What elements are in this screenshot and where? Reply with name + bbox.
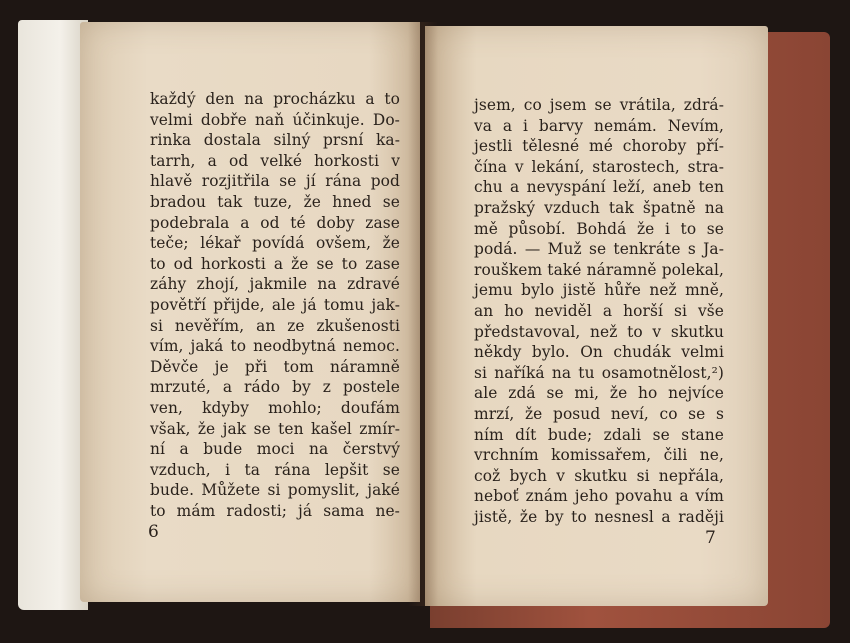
text-line: an ho neviděl a horší si vše [474,301,724,320]
text-line: pražský vzduch tak špatně na [474,198,724,217]
text-line: mrzí, že posud neví, co se s [474,404,724,423]
right-page-number: 7 [705,528,716,548]
left-page-text [150,89,400,521]
text-line: však, že jak se ten kašel zmír- [150,419,400,438]
text-line: podebrala a od té doby zase [150,213,400,232]
right-page-text [474,95,724,527]
book-spine-shadow [408,22,438,606]
text-line: teče; lékař povídá ovšem, že [150,234,400,253]
text-line: bude. Můžete si pomyslit, jaké [150,481,400,500]
text-line: jestli tělesné mé choroby pří- [474,137,724,156]
text-line: rouškem také náramně polekal, [474,260,724,279]
text-line: to mám radosti; já sama ne- [150,501,400,520]
left-page-number: 6 [148,522,159,542]
text-line: rinka dostala silný prsní ka- [150,131,400,150]
text-line: čína v lekání, starostech, stra- [474,157,724,176]
text-line: tarrh, a od velké horkosti v [150,151,400,170]
text-line: ním dít bude; zdali se stane [474,425,724,444]
text-line: bradou tak tuze, že hned se [150,192,400,211]
text-line: ven, kdyby mohlo; doufám [150,398,400,417]
text-line: záhy zhojí, jakmile na zdravé [150,275,400,294]
text-line: mě působí. Bohdá že i to se [474,219,724,238]
text-line: jsem, co jsem se vrátila, zdrá- [474,96,724,114]
text-line: což bych v skutku si nepřála, [474,466,724,485]
text-line: si nevěřím, an ze zkušenosti [150,316,400,335]
text-line: velmi dobře naň účinkuje. Do- [150,110,400,129]
text-line: jemu bylo jistě hůře než mně, [474,281,724,300]
text-line: vrchním komissařem, čili ne, [474,446,724,465]
text-line: někdy bylo. On chudák velmi [474,343,724,362]
text-line: si naříká na tu osamotnělost,²) [474,363,724,382]
text-line: Děvče je při tom náramně [150,357,400,376]
text-line: to od horkosti a že se to zase [150,254,400,273]
text-line: povětří přijde, ale já tomu jak- [150,295,400,314]
text-line: vím, jaká to neodbytná nemoc. [150,337,400,356]
text-line: hlavě rozjitřila se jí rána pod [150,172,400,191]
text-line: ale zdá se mi, že ho nejvíce [474,384,724,403]
text-line: va a i barvy nemám. Nevím, [474,116,724,135]
text-line: představoval, než to v skutku [474,322,724,341]
text-line: jistě, že by to nesnesl a raději [474,507,724,526]
text-line: každý den na procházku a to [150,90,400,108]
text-line: podá. — Muž se tenkráte s Ja- [474,240,724,259]
book-cover-edge [18,20,88,610]
text-line: neboť znám jeho povahu a vím [474,487,724,506]
text-line: vzduch, i ta rána lepšit se [150,460,400,479]
text-line: ní a bude moci na čerstvý [150,440,400,459]
text-line: mrzuté, a rádo by z postele [150,378,400,397]
text-line: chu a nevyspání leží, aneb ten [474,178,724,197]
